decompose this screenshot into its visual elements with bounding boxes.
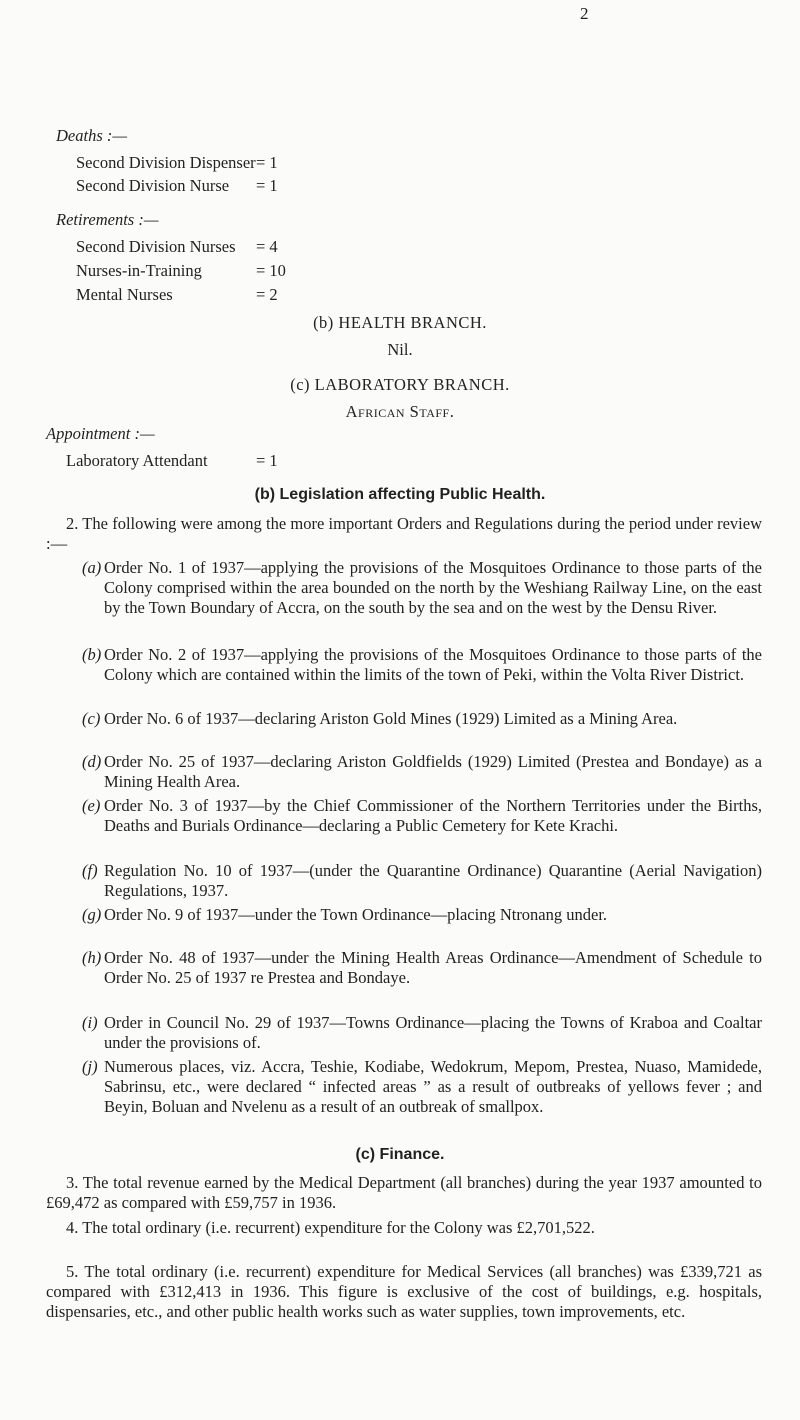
item-text: Order No. 2 of 1937—applying the provisions of the Mosquitoes Ordinance to those parts of the Colony which are contained within the limits of the town of Peki, within the Volta River District. xyxy=(104,645,762,684)
list-item xyxy=(82,796,762,836)
list-item xyxy=(82,645,762,685)
item-marker: (d) xyxy=(82,752,102,771)
deaths-row xyxy=(76,176,278,196)
row-value: = 4 xyxy=(256,237,278,256)
row-value: = 10 xyxy=(256,261,286,280)
legislation-intro: 2. The following were among the more important Orders and Regulations during the period under review :— xyxy=(46,514,762,553)
finance-paragraph: 5. The total ordinary (i.e. recurrent) expenditure for Medical Services (all branches) was £339,721 as compared with £312,413 in 1936. This figure is exclusive of the cost of buildings, e.g. hospitals, dispensaries, etc., and other public health works such as water supplies, town improvements, etc. xyxy=(46,1262,762,1321)
row-label: Second Division Dispenser xyxy=(76,153,256,172)
row-value: = 2 xyxy=(256,285,278,304)
retirements-heading: Retirements :— xyxy=(56,210,159,229)
item-marker: (f) xyxy=(82,861,98,880)
row-value: = 1 xyxy=(256,153,278,172)
appointment-heading: Appointment :— xyxy=(46,424,155,443)
health-branch-heading: (b) HEALTH BRANCH. xyxy=(313,313,487,332)
list-item xyxy=(82,1057,762,1117)
deaths-row xyxy=(76,153,278,173)
row-label: Mental Nurses xyxy=(76,285,173,304)
item-text: Order No. 6 of 1937—declaring Ariston Gold Mines (1929) Limited as a Mining Area. xyxy=(104,709,678,728)
list-item xyxy=(82,1013,762,1053)
item-text: Order No. 48 of 1937—under the Mining Health Areas Ordinance—Amendment of Schedule to Order No. 25 of 1937 re Prestea and Bondaye. xyxy=(104,948,762,987)
finance-paragraph: 3. The total revenue earned by the Medical Department (all branches) during the year 1937 amounted to £69,472 as compared with £59,757 in 1936. xyxy=(46,1173,762,1212)
row-label: Nurses-in-Training xyxy=(76,261,202,280)
row-value: = 1 xyxy=(256,451,278,470)
item-text: Order No. 25 of 1937—declaring Ariston Goldfields (1929) Limited (Prestea and Bondaye) as a Mining Health Area. xyxy=(104,752,762,791)
list-item xyxy=(82,709,762,729)
row-label: Laboratory Attendant xyxy=(66,451,208,470)
item-text: Order No. 3 of 1937—by the Chief Commissioner of the Northern Territories under the Births, Deaths and Burials Ordinance—declaring a Public Cemetery for Kete Krachi. xyxy=(104,796,762,835)
list-item xyxy=(82,752,762,792)
item-text: Order in Council No. 29 of 1937—Towns Ordinance—placing the Towns of Kraboa and Coaltar under the provisions of. xyxy=(104,1013,762,1052)
retirements-row xyxy=(76,237,278,257)
appointment-row xyxy=(66,451,278,471)
item-marker: (h) xyxy=(82,948,102,967)
item-text: Numerous places, viz. Accra, Teshie, Kodiabe, Wedokrum, Mepom, Prestea, Nuaso, Mamidede, Sabrinsu, etc., were declared “ infected areas ” as a result of outbreaks of yellows fever ; and Beyin, Boluan and Nvelenu as a result of an outbreak of smallpox. xyxy=(104,1057,762,1116)
item-marker: (i) xyxy=(82,1013,98,1032)
row-label: Second Division Nurses xyxy=(76,237,236,256)
item-marker: (g) xyxy=(82,905,102,924)
item-text: Order No. 9 of 1937—under the Town Ordinance—placing Ntronang under. xyxy=(104,905,608,924)
deaths-heading: Deaths :— xyxy=(56,126,128,145)
list-item xyxy=(82,861,762,901)
item-marker: (j) xyxy=(82,1057,98,1076)
list-item xyxy=(82,948,762,988)
item-marker: (a) xyxy=(82,558,102,577)
list-item xyxy=(82,558,762,618)
item-text: Order No. 1 of 1937—applying the provisions of the Mosquitoes Ordinance to those parts of the Colony comprised within the area bounded on the north by the Weshiang Railway Line, on the east by the Town Boundary of Accra, on the south by the sea and on the west by the Densu River. xyxy=(104,558,762,617)
item-marker: (b) xyxy=(82,645,102,664)
finance-heading: (c) Finance. xyxy=(355,1146,445,1163)
legislation-heading: (b) Legislation affecting Public Health. xyxy=(254,486,546,503)
item-marker: (e) xyxy=(82,796,101,815)
list-item xyxy=(82,905,762,925)
laboratory-subheading: African Staff. xyxy=(345,402,455,421)
page-number: 2 xyxy=(580,4,589,23)
laboratory-branch-heading: (c) LABORATORY BRANCH. xyxy=(290,375,510,394)
retirements-row xyxy=(76,285,278,305)
row-value: = 1 xyxy=(256,176,278,195)
row-label: Second Division Nurse xyxy=(76,176,230,195)
item-marker: (c) xyxy=(82,709,101,728)
health-branch-body: Nil. xyxy=(387,340,413,359)
finance-paragraph: 4. The total ordinary (i.e. recurrent) expenditure for the Colony was £2,701,522. xyxy=(66,1218,595,1237)
retirements-row xyxy=(76,261,286,281)
item-text: Regulation No. 10 of 1937—(under the Quarantine Ordinance) Quarantine (Aerial Navigation) Regulations, 1937. xyxy=(104,861,762,900)
